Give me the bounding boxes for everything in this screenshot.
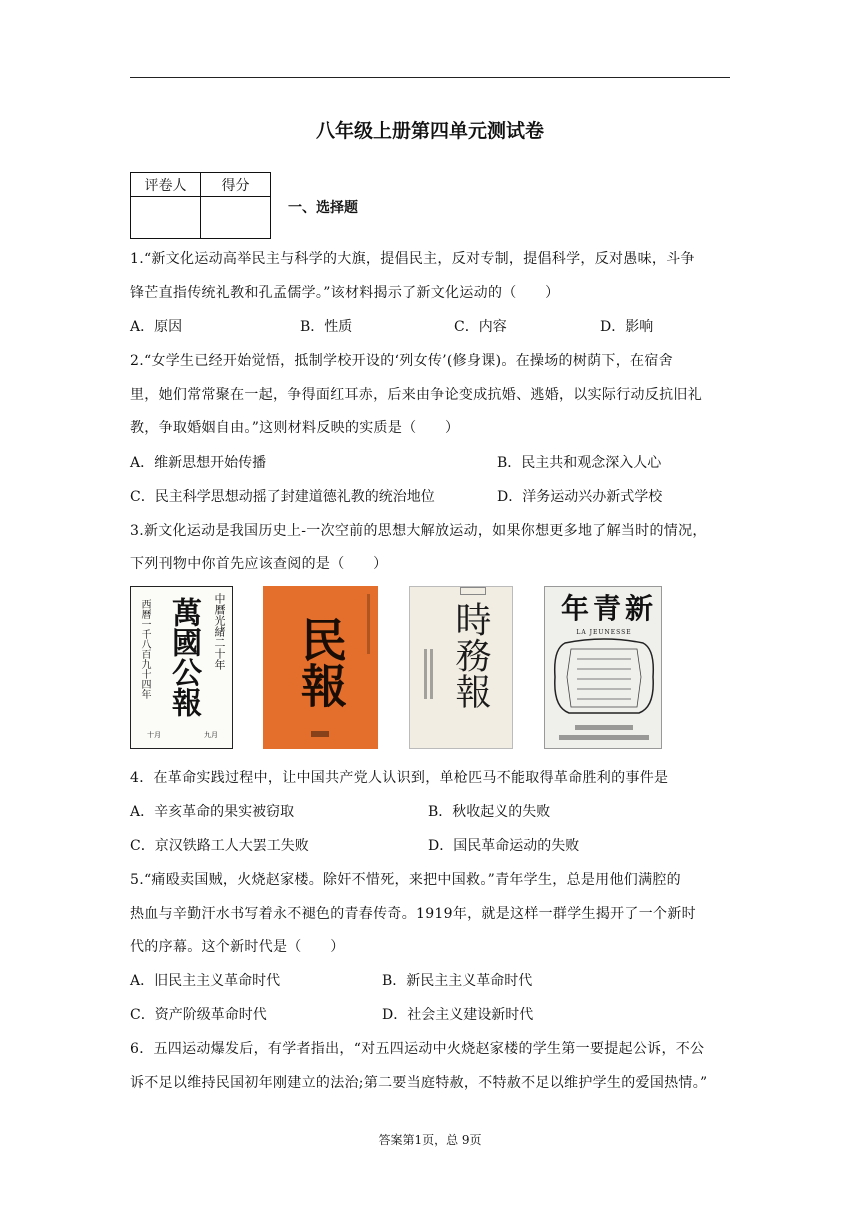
grader-cell [131,197,201,239]
score-table-score-header: 得分 [201,173,271,197]
score-table-grader-header: 评卷人 [131,173,201,197]
page-title: 八年级上册第四单元测试卷 [315,120,544,142]
q5-line-2: 热血与辛勤汗水书写着永不褪色的青春传奇。1919年，就是这样一群学生揭开了一个新时 [130,906,696,922]
q6-line-1: 6．五四运动爆发后，有学者指出，“对五四运动中火烧赵家楼的学生第一要提起公诉，不公 [130,1041,705,1057]
q1-option-a: A．原因 [130,319,183,335]
cover-foot-right: 九月 [204,731,218,739]
cover-foot-left: 十月 [147,731,161,739]
wanguo-gongbao-cover-image [130,586,233,749]
q1-option-b: B．性质 [300,319,353,335]
cover-ornamental-frame [551,637,657,717]
q2-option-c: C．民主科学思想动摇了封建道德礼教的统治地位 [130,489,435,505]
q4-option-d: D．国民革命运动的失败 [428,838,580,854]
q1-option-d: D．影响 [600,319,654,335]
q3-line-2: 下列刊物中你首先应该查阅的是（ ） [130,556,388,572]
section-heading: 一、选择题 [288,200,358,216]
cover-title-wanguo-gongbao: 萬國公報 [166,597,201,717]
q5-line-1: 5.“痛殴卖国贼，火烧赵家楼。除奸不惜死，来把中国救。”青年学生，总是用他们满腔的 [130,872,681,888]
q5-option-d: D．社会主义建设新时代 [382,1007,534,1023]
q2-line-2: 里，她们常常聚在一起，争得面红耳赤，后来由争论变成抗婚、逃婚，以实际行动反抗旧礼 [130,387,702,403]
q4-option-a: A．辛亥革命的果实被窃取 [130,804,295,820]
cover-side-date-left: 西曆一千八百九十四年 [139,599,150,699]
q2-line-3: 教，争取婚姻自由。”这则材料反映的实质是（ ） [130,420,460,436]
cover-title-minbao: 民報 [294,616,348,708]
header-rule [130,77,730,78]
q5-option-c: C．资产阶级革命时代 [130,1007,267,1023]
q4-option-c: C．京汉铁路工人大罢工失败 [130,838,309,854]
q1-line-2: 锋芒直指传统礼教和孔孟儒学。”该材料揭示了新文化运动的（ ） [130,285,560,301]
page-footer: 答案第1页，总 9页 [378,1133,482,1147]
q2-line-1: 2.“女学生已经开始觉悟，抵制学校开设的‘列女传’(修身课)。在操场的树荫下，在宿舍 [130,353,673,369]
q5-option-a: A．旧民主主义革命时代 [130,973,281,989]
cover-bottom-text-mark-2 [559,735,649,740]
q1-option-c: C．内容 [454,319,507,335]
q6-line-2: 诉不足以维持民国初年刚建立的法治;第二要当庭特赦，不特赦不足以维护学生的爱国热情。” [130,1075,708,1091]
score-table [130,172,271,239]
cover-bottom-text-mark-1 [575,725,633,730]
cover-title-shiwubao: 時務報 [450,601,491,709]
cover-title-xinqingnian: 新青年 [560,592,657,625]
cover-side-mark [367,594,370,654]
q1-line-1: 1.“新文化运动高举民主与科学的大旗，提倡民主，反对专制，提倡科学，反对愚味，斗争 [130,251,695,267]
cover-subtitle-la-jeunesse: LA JEUNESSE [576,629,632,636]
q4-option-b: B．秋收起义的失败 [428,804,551,820]
shiwubao-cover-image [409,586,513,749]
q4-line-1: 4．在革命实践过程中，让中国共产党人认识到，单枪匹马不能取得革命胜利的事件是 [130,770,669,786]
q5-line-3: 代的序幕。这个新时代是（ ） [130,939,345,955]
cover-side-date-right: 中曆光緒二十年 [213,593,226,670]
minbao-cover-image [263,586,378,749]
q2-option-d: D．洋务运动兴办新式学校 [497,489,663,505]
cover-small-text-mark-2 [430,649,433,699]
cover-small-text-mark-1 [424,649,427,699]
score-cell [201,197,271,239]
cover-seal-mark [311,731,329,737]
q2-option-b: B．民主共和观念深入人心 [497,455,662,471]
q5-option-b: B．新民主主义革命时代 [382,973,533,989]
q2-option-a: A．维新思想开始传播 [130,455,267,471]
xinqingnian-cover-image [544,586,662,749]
cover-top-stamp [460,587,486,595]
q3-line-1: 3.新文化运动是我国历史上-一次空前的思想大解放运动，如果你想更多地了解当时的情况， [130,523,707,539]
